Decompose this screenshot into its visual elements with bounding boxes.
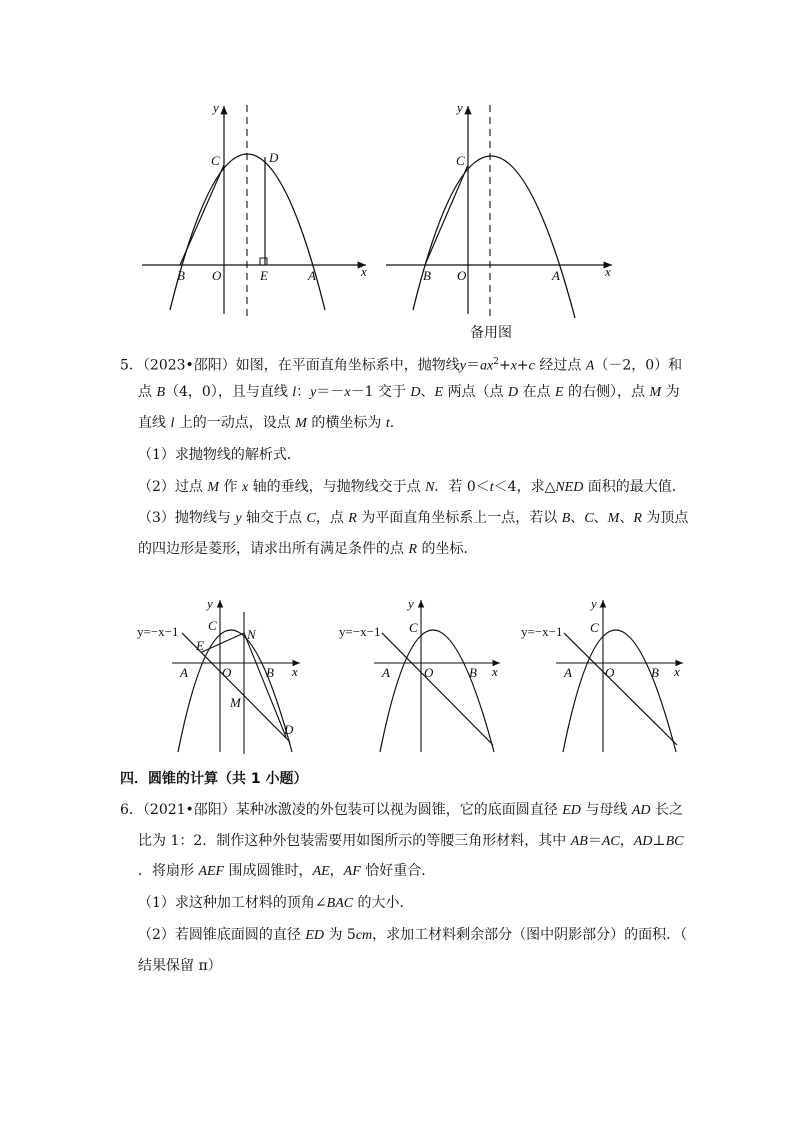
label-o: O [424,665,434,680]
problem-5-question-1: （1）求抛物线的解析式． [138,447,301,463]
line-l [564,633,677,745]
section-heading: 四．圆锥的计算（共 1 小题） [120,771,308,787]
figure-5-line-parabola [521,596,683,752]
label-o: O [212,268,222,283]
problem-5-question-2: （2）过点 M 作 x 轴的垂线，与抛物线交于点 N．若 0＜t＜4，求△NED 面积的最大值． [138,479,686,495]
figure-3-line-parabola [137,596,300,754]
label-y: y [591,596,597,611]
label-x: x [361,264,367,279]
label-b: B [266,665,274,680]
label-e: E [196,638,204,653]
label-y: y [213,100,219,115]
segment-ne [202,633,244,652]
label-m: M [230,695,241,710]
label-c: C [590,620,599,635]
line-equation-label: y=−x−1 [137,624,179,639]
label-x: x [292,664,298,679]
label-c: C [456,153,465,168]
label-d: D [269,150,279,165]
label-b: B [651,665,659,680]
problem-6-line-1: 6．（2021•邵阳）某种冰激凌的外包装可以视为圆锥，它的底面圆直径 ED 与母线 AD 长之 [120,802,683,818]
label-x: x [674,664,680,679]
label-c: C [211,153,220,168]
line-equation-label: y=−x−1 [521,624,563,639]
label-b: B [469,665,477,680]
line-l [382,633,493,745]
problem-6-question-1: （1）求这种加工材料的顶角∠BAC 的大小． [138,895,414,911]
line-equation-label: y=−x−1 [339,624,381,639]
label-x: x [492,664,498,679]
label-a: A [564,665,572,680]
figure-caption: 备用图 [470,325,512,341]
problem-6-line-2: 比为 1：2．制作这种外包装需要用如图所示的等腰三角形材料，其中 AB＝AC，AD⊥BC [138,833,684,849]
problem-5-line-3: 直线 l 上的一动点，设点 M 的横坐标为 t． [138,415,404,431]
problem-5-question-3a: （3）抛物线与 y 轴交于点 C，点 R 为平面直角坐标系上一点，若以 B、C、M、R 为顶点 [138,510,689,526]
label-a: A [308,268,316,283]
label-d: D [284,722,294,737]
label-o: O [222,665,232,680]
problem-6-question-2b: 结果保留 π） [138,958,222,974]
label-b: B [423,268,431,283]
problem-6-question-2: （2）若圆锥底面圆的直径 ED 为 5cm，求加工材料剩余部分（图中阴影部分）的面积．（ [138,927,688,943]
figure-4-line-parabola [339,596,500,752]
label-a: A [552,268,560,283]
problem-6-line-3: ．将扇形 AEF 围成圆锥时，AE，AF 恰好重合． [138,863,436,879]
problem-5-line-2: 点 B（4，0），且与直线 l：y＝－x－1 交于 D、E 两点（点 D 在点 E 的右侧），点 M 为 [138,384,680,400]
problem-5-line-1: 5．（2023•邵阳）如图，在平面直角坐标系中，抛物线$y=ax^2+x+c$ 经过点 A（－2，0）和 [120,357,683,374]
label-x: x [605,264,611,279]
label-a: A [382,665,390,680]
label-e: E [260,268,268,283]
label-y: y [457,100,463,115]
label-y: y [207,596,213,611]
label-o: O [605,665,615,680]
label-c: C [208,618,217,633]
label-n: N [247,627,256,642]
label-y: y [408,596,414,611]
label-b: B [177,268,185,283]
segment-nd [244,633,286,737]
label-o: O [457,268,467,283]
label-a: A [180,665,188,680]
label-c: C [409,620,418,635]
problem-5-question-3b: 的四边形是菱形，请求出所有满足条件的点 R 的坐标． [138,541,478,557]
